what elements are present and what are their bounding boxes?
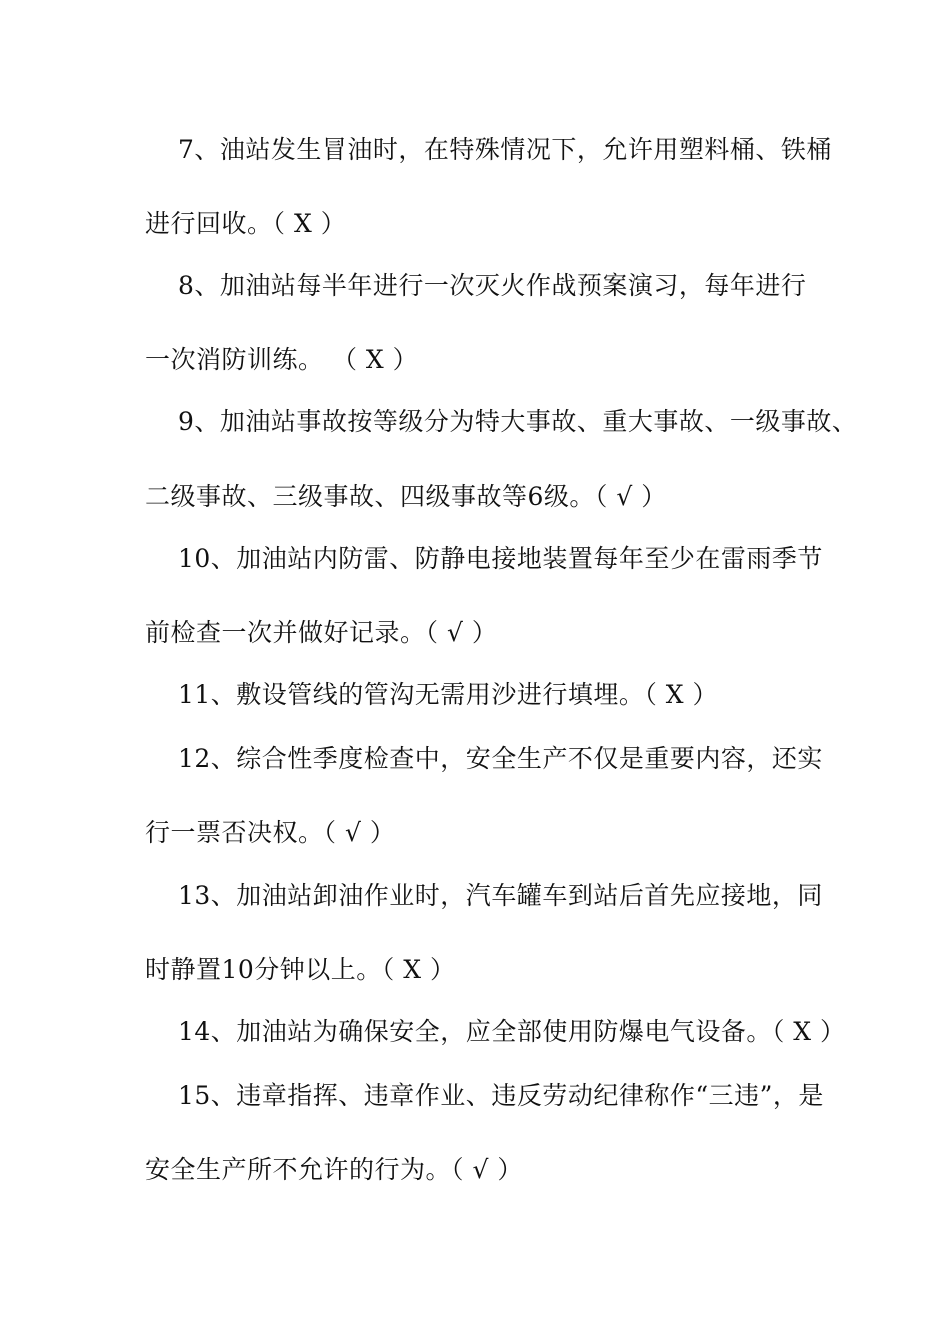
question-12-line-1: 12、综合性季度检查中，安全生产不仅是重要内容，还实 xyxy=(178,744,823,773)
question-8-line-2: 一次消防训练。 （ X ） xyxy=(145,345,419,374)
question-13-line-1: 13、加油站卸油作业时，汽车罐车到站后首先应接地，同 xyxy=(178,881,823,910)
question-8-line-1: 8、加油站每半年进行一次灭火作战预案演习，每年进行 xyxy=(178,271,807,300)
question-7-line-2: 进行回收。（ X ） xyxy=(145,209,347,238)
question-7-line-1: 7、油站发生冒油时，在特殊情况下，允许用塑料桶、铁桶 xyxy=(178,135,832,164)
question-10-line-2: 前检查一次并做好记录。（ √ ） xyxy=(145,618,498,647)
question-11-line-1: 11、敷设管线的管沟无需用沙进行填埋。（ X ） xyxy=(178,680,719,709)
question-14-line-1: 14、加油站为确保安全，应全部使用防爆电气设备。（ X ） xyxy=(178,1017,846,1046)
question-15-line-1: 15、违章指挥、违章作业、违反劳动纪律称作“三违”，是 xyxy=(178,1081,824,1110)
question-15-line-2: 安全生产所不允许的行为。（ √ ） xyxy=(145,1155,523,1184)
question-9-line-1: 9、加油站事故按等级分为特大事故、重大事故、一级事故、 xyxy=(178,407,858,436)
question-13-line-2: 时静置10分钟以上。（ X ） xyxy=(145,955,456,984)
question-12-line-2: 行一票否决权。（ √ ） xyxy=(145,818,396,847)
question-10-line-1: 10、加油站内防雷、防静电接地装置每年至少在雷雨季节 xyxy=(178,544,823,573)
question-9-line-2: 二级事故、三级事故、四级事故等6级。（ √ ） xyxy=(145,482,667,511)
